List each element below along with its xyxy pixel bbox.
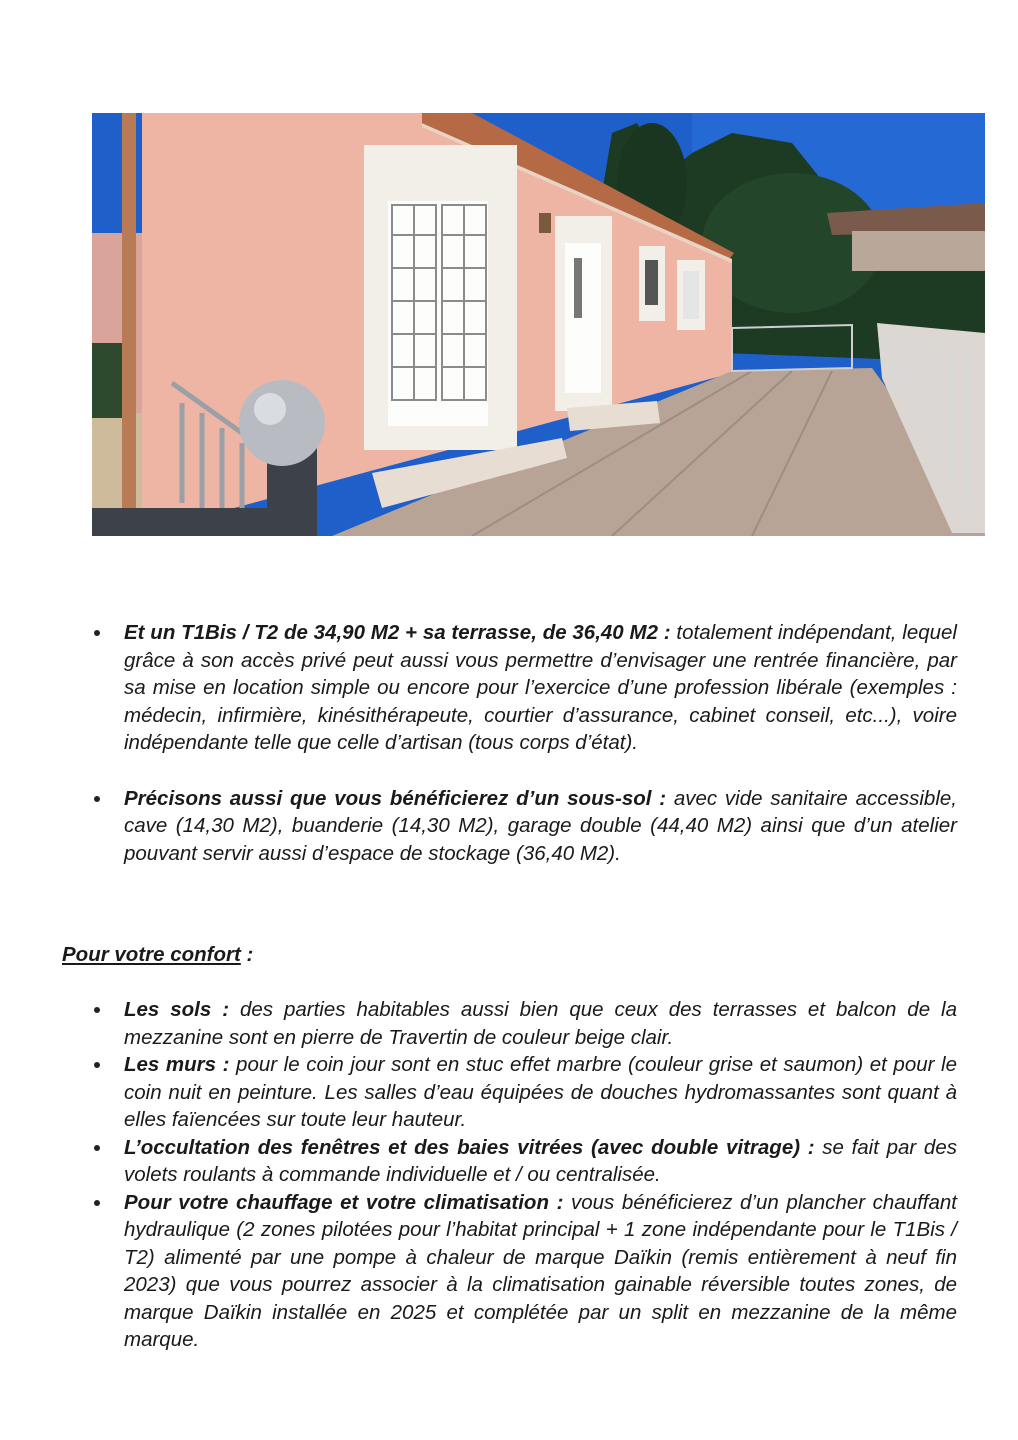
item-text: pour le coin jour sont en stuc effet marbre (couleur grise et saumon) et pour le coin nuit en peinture. Les salles d’eau équipées de douches hydromassantes sont quant à elles faïencées sur toute leur hauteur. — [124, 1053, 957, 1131]
item-text: des parties habitables aussi bien que ceux des terrasses et balcon de la mezzanine sont en pierre de Travertin de couleur beige clair. — [124, 998, 957, 1049]
item-bold-lead: Les sols : — [124, 998, 230, 1021]
list-item — [91, 619, 957, 757]
house-photo — [92, 113, 985, 536]
comfort-list — [91, 996, 957, 1354]
list-item — [91, 785, 957, 868]
item-text: se fait par des volets roulants à commande individuelle et / ou centralisée. — [124, 1135, 957, 1186]
item-bold-lead: Pour votre chauffage et votre climatisation : — [124, 1190, 564, 1214]
item-bold-lead: Et un T1Bis / T2 de 34,90 M2 + sa terrasse, de 36,40 M2 : — [124, 621, 671, 644]
heading-suffix: : — [240, 943, 254, 966]
features-list-1 — [91, 619, 957, 867]
item-text: totalement indépendant, lequel grâce à son accès privé peut aussi vous permettre d’envisager une rentrée financière, par sa mise en location simple ou encore pour l’exercice d’une profession libérale (exemples : médecin, infirmière, kinésithérapeute, courtier d’assurance, cabinet conseil, etc...), voire indépendante telle que celle d’artisan (tous corps d’état). — [124, 621, 957, 754]
item-text: avec vide sanitaire accessible, cave (14,30 M2), buanderie (14,30 M2), garage double (44,40 M2) ainsi que d’un atelier pouvant servir aussi d’espace de stockage (36,40 M2). — [124, 786, 957, 865]
list-item — [91, 1189, 957, 1354]
item-bold-lead: Précisons aussi que vous bénéficierez d’un sous-sol : — [124, 786, 667, 810]
list-item — [91, 996, 957, 1051]
item-bold-lead: Les murs : — [124, 1053, 230, 1076]
heading-text: Pour votre confort — [62, 943, 241, 966]
item-text: vous bénéficierez d’un plancher chauffant hydraulique (2 zones pilotées pour l’habitat principal + 1 zone indépendante pour le T1Bis / T2) alimenté par une pompe à chaleur de marque Daïkin (remis entièrement à neuf fin 2023) que vous pourrez associer à la climatisation gainable réversible toutes zones, de marque Daïkin installée en 2025 et complétée par un split en mezzanine de la même marque. — [124, 1190, 957, 1351]
item-bold-lead: L’occultation des fenêtres et des baies vitrées (avec double vitrage) : — [124, 1135, 815, 1159]
list-item — [91, 1134, 957, 1189]
list-item — [91, 1051, 957, 1134]
section-heading — [62, 941, 253, 968]
